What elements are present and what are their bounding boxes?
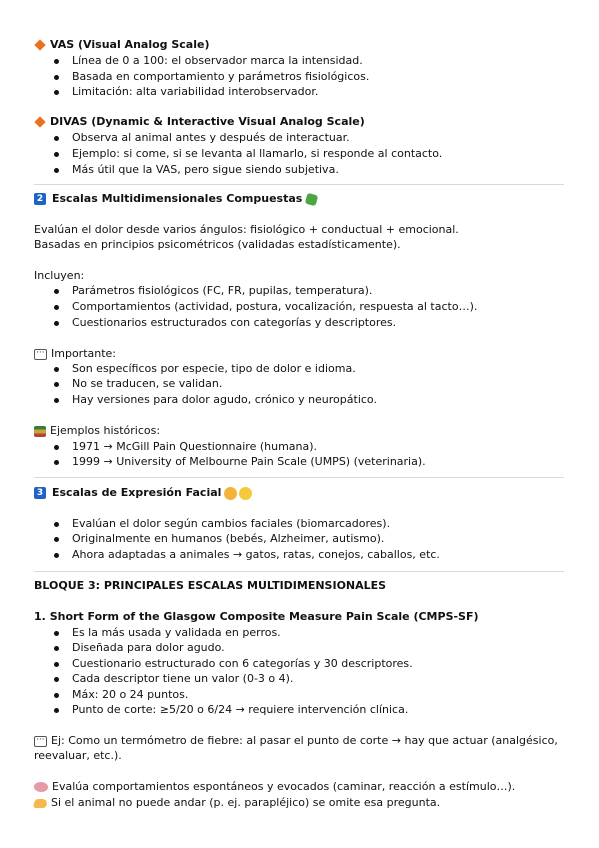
cat-face-icon <box>224 487 237 500</box>
smiley-face-icon <box>239 487 252 500</box>
books-icon <box>34 426 46 437</box>
brain-icon <box>34 782 48 792</box>
vas-bullet: Basada en comportamiento y parámetros fisiológicos. <box>72 70 370 83</box>
section2-intro-line: Evalúan el dolor desde varios ángulos: fisiológico + conductual + emocional. <box>34 223 459 236</box>
vas-bullet: Limitación: alta variabilidad interobservador. <box>72 85 319 98</box>
section2-heading: 2 Escalas Multidimensionales Compuestas <box>34 192 321 206</box>
speech-bubble-icon <box>34 349 47 360</box>
divider <box>34 477 564 478</box>
section2-intro-line: Basadas en principios psicométricos (validadas estadísticamente). <box>34 238 401 251</box>
cmps-bullet: Cuestionario estructurado con 6 categorías y 30 descriptores. <box>72 657 413 670</box>
divas-heading: DIVAS (Dynamic & Interactive Visual Analog Scale) <box>34 115 365 129</box>
speech-bubble-icon <box>34 736 47 747</box>
section3-heading: 3 Escalas de Expresión Facial <box>34 486 256 500</box>
divas-bullet: Más útil que la VAS, pero sigue siendo subjetiva. <box>72 163 339 176</box>
omit-note-row: Si el animal no puede andar (p. ej. parapléjico) se omite esa pregunta. <box>34 796 440 810</box>
divider <box>34 184 564 185</box>
include-bullet: Parámetros fisiológicos (FC, FR, pupilas, temperatura). <box>72 284 373 297</box>
orange-diamond-icon <box>34 116 45 127</box>
important-bullet: No se traducen, se validan. <box>72 377 223 390</box>
include-bullet: Comportamientos (actividad, postura, vocalización, respuesta al tacto…). <box>72 300 478 313</box>
important-label-row: ···Importante: <box>34 347 116 361</box>
section3-bullet: Evalúan el dolor según cambios faciales (biomarcadores). <box>72 517 391 530</box>
section3-bullet: Originalmente en humanos (bebés, Alzheimer, autismo). <box>72 532 385 545</box>
history-bullet: 1999 → University of Melbourne Pain Scale (UMPS) (veterinaria). <box>72 455 426 468</box>
bloque3-title: BLOQUE 3: PRINCIPALES ESCALAS MULTIDIMENSIONALES <box>34 579 387 592</box>
section3-bullet: Ahora adaptadas a animales → gatos, ratas, conejos, caballos, etc. <box>72 548 440 561</box>
number-2-icon: 2 <box>34 193 46 205</box>
cmps-heading: 1. Short Form of the Glasgow Composite Measure Pain Scale (CMPS-SF) <box>34 610 479 623</box>
number-3-icon: 3 <box>34 487 46 499</box>
cmps-bullet: Máx: 20 o 24 puntos. <box>72 688 189 701</box>
orange-diamond-icon <box>34 39 45 50</box>
example-line: ···Ej: Como un termómetro de fiebre: al pasar el punto de corte → hay que actuar (analgésico, <box>34 734 558 748</box>
cmps-bullet: Diseñada para dolor agudo. <box>72 641 225 654</box>
include-label: Incluyen: <box>34 269 85 282</box>
puzzle-icon <box>305 192 318 205</box>
include-bullet: Cuestionarios estructurados con categorías y descriptores. <box>72 316 397 329</box>
cmps-bullet: Es la más usada y validada en perros. <box>72 626 281 639</box>
cmps-bullet: Punto de corte: ≥5/20 o 6/24 → requiere intervención clínica. <box>72 703 409 716</box>
behavior-note-row: Evalúa comportamientos espontáneos y evocados (caminar, reacción a estímulo…). <box>34 780 515 794</box>
important-bullet: Son específicos por especie, tipo de dolor e idioma. <box>72 362 356 375</box>
history-label-row: Ejemplos históricos: <box>34 424 160 438</box>
divas-bullet: Observa al animal antes y después de interactuar. <box>72 131 350 144</box>
vas-bullet: Línea de 0 a 100: el observador marca la intensidad. <box>72 54 363 67</box>
cmps-bullet: Cada descriptor tiene un valor (0-3 o 4). <box>72 672 294 685</box>
divas-bullet: Ejemplo: si come, si se levanta al llamarlo, si responde al contacto. <box>72 147 443 160</box>
example-line: reevaluar, etc.). <box>34 749 122 762</box>
important-bullet: Hay versiones para dolor agudo, crónico y neuropático. <box>72 393 377 406</box>
pointing-hand-icon <box>33 799 48 808</box>
vas-heading: VAS (Visual Analog Scale) <box>34 38 209 52</box>
history-bullet: 1971 → McGill Pain Questionnaire (humana). <box>72 440 318 453</box>
divider <box>34 571 564 572</box>
